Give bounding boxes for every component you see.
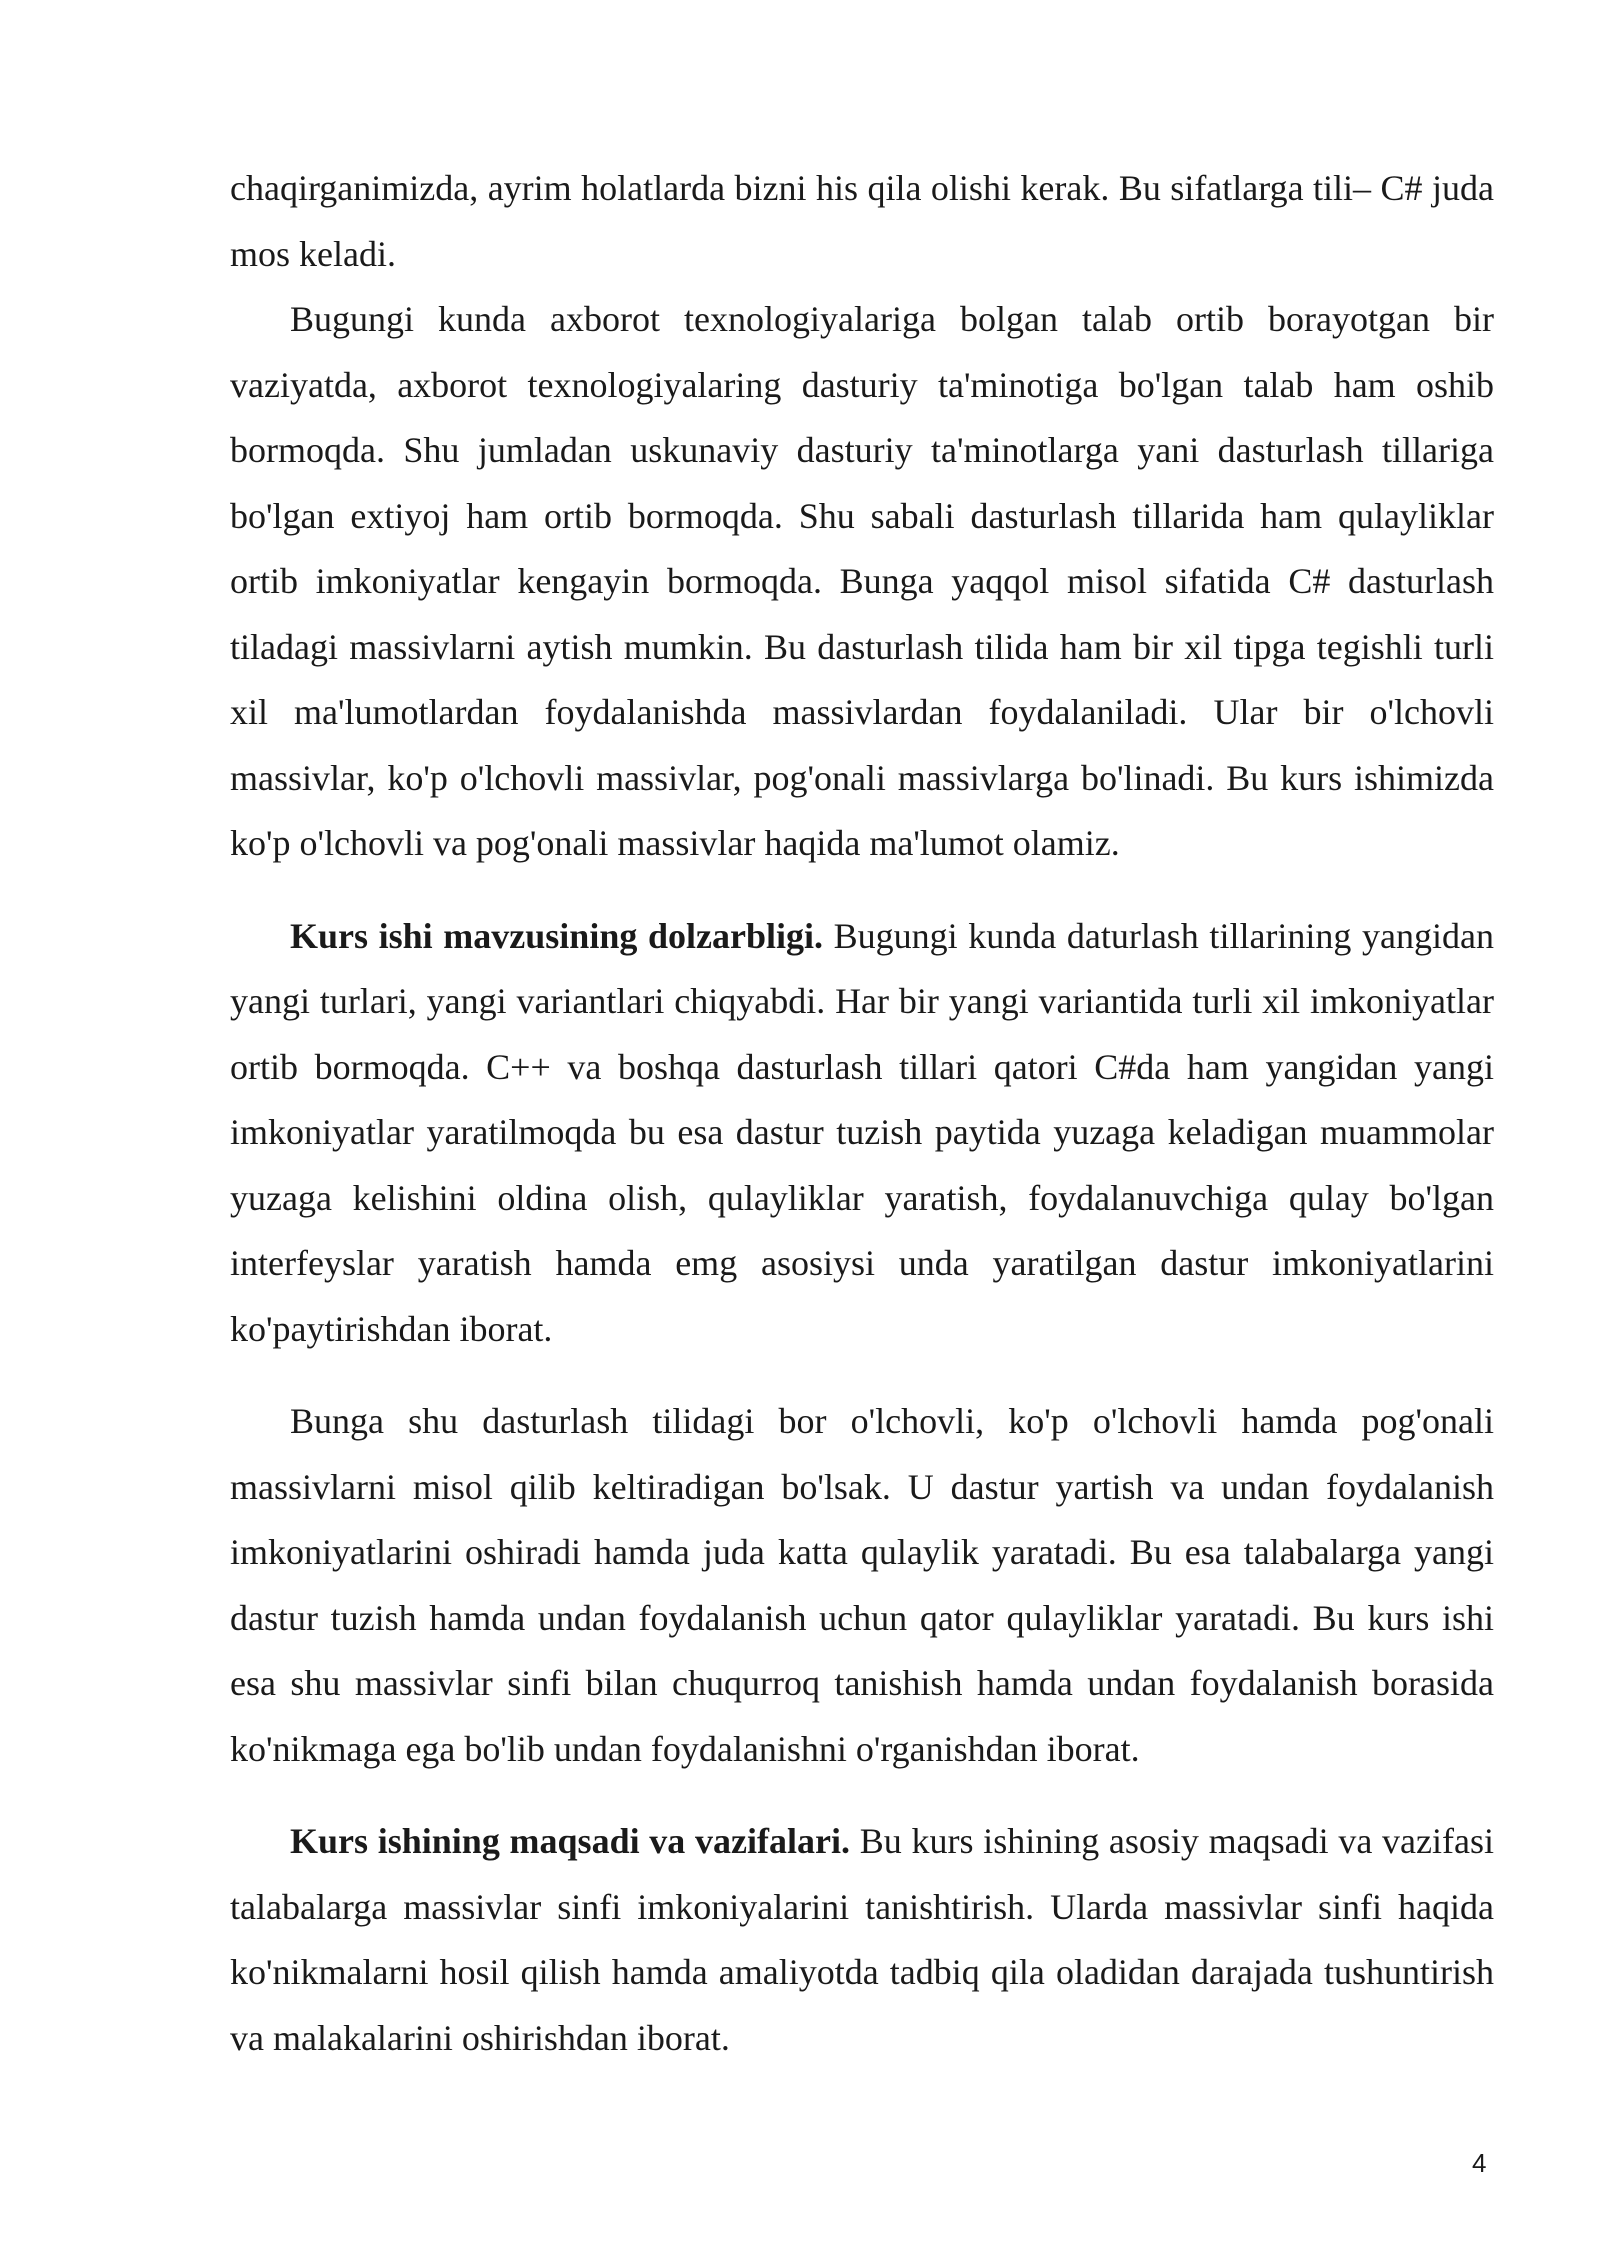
paragraph-introduction [230,287,1494,877]
paragraph-text: Bu kurs ishining asosiy maqsadi va vazifasi talabalarga massivlar sinfi imkoniyalarini tanishtirish. Ularda massivlar sinfi haqida ko'nikmalarni hosil qilish hamda amaliyotda tadbiq qila oladidan darajada tushuntirish va malakalarini oshirishdan iborat. [230,1821,1494,2058]
section-heading-relevance: Kurs ishi mavzusining dolzarbligi. [290,915,823,956]
paragraph-text: Bunga shu dasturlash tilidagi bor o'lchovli, ko'p o'lchovli hamda pog'onali massivlarni misol qilib keltiradigan bo'lsak. U dastur yartish va undan foydalanish imkoniyatlarini oshiradi hamda juda katta qulaylik yaratadi. Bu esa talabalarga yangi dastur tuzish hamda undan foydalanish uchun qator qulayliklar yaratadi. Bu kurs ishi esa shu massivlar sinfi bilan chuqurroq tanishish hamda undan foydalanish borasida ko'nikmaga ega bo'lib undan foydalanishni o'rganishdan iborat. [230,1401,1494,1769]
paragraph-text: Bugungi kunda daturlash tillarining yangidan yangi turlari, yangi variantlari chiqyabdi. Har bir yangi variantida turli xil imkoniyatlar ortib bormoqda. C++ va boshqa dasturlash tillari qatori C#da ham yangidan yangi imkoniyatlar yaratilmoqda bu esa dastur tuzish paytida yuzaga keladigan muammolar yuzaga kelishini oldina olish, qulayliklar yaratish, foydalanuvchiga qulay bo'lgan interfeyslar yaratish hamda emg asosiysi unda yaratilgan dastur imkoniyatlarini ko'paytirishdan iborat. [230,915,1494,1349]
paragraph-continuation [230,156,1494,287]
paragraph-relevance [230,904,1494,1363]
paragraph-arrays-example [230,1389,1494,1782]
paragraph-text: chaqirganimizda, ayrim holatlarda bizni his qila olishi kerak. Bu sifatlarga tili– C# juda mos keladi. [230,168,1494,274]
page-body [230,156,1494,2071]
paragraph-goals [230,1809,1494,2071]
section-heading-goals: Kurs ishining maqsadi va vazifalari. [290,1821,850,1861]
page-number: 4 [1472,2148,1487,2178]
paragraph-text: Bugungi kunda axborot texnologiyalariga bolgan talab ortib borayotgan bir vaziyatda, axborot texnologiyalaring dasturiy ta'minotiga bo'lgan talab ham oshib bormoqda. Shu jumladan uskunaviy dasturiy ta'minotlarga yani dasturlash tillariga bo'lgan extiyoj ham ortib bormoqda. Shu sabali dasturlash tillarida ham qulayliklar ortib imkoniyatlar kengayin bormoqda. Bunga yaqqol misol sifatida C# dasturlash tiladagi massivlarni aytish mumkin. Bu dasturlash tilida ham bir xil tipga tegishli turli xil ma'lumotlardan foydalanishda massivlardan foydalaniladi. Ular bir o'lchovli massivlar, ko'p o'lchovli massivlar, pog'onali massivlarga bo'linadi. Bu kurs ishimizda ko'p o'lchovli va pog'onali massivlar haqida ma'lumot olamiz. [230,299,1494,863]
